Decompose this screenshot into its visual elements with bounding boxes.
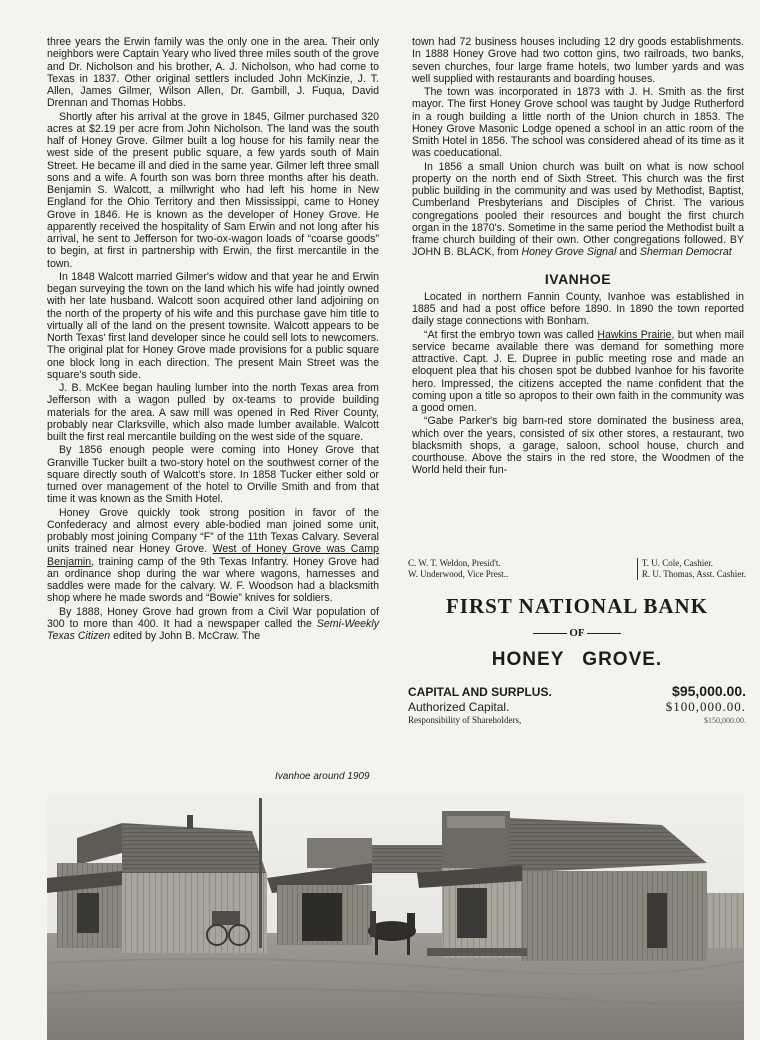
authorized-label: Authorized Capital. [408,700,510,714]
officer-assistant-cashier: R. U. Thomas, Asst. Cashier. [641,569,746,579]
responsibility-value: $150,000.00. [704,716,746,725]
capital-table [408,683,746,725]
text-span: training camp of the 9th Texas Infantry. Honey Grove had an ordinance shop during the war where wagons, harnesses and saddles were made for the calvary. W. F. Woodson had a blacksmith shop where he made swords and “Bowie” knives for soldiers. [47,555,379,605]
capital-row [408,683,746,699]
store-sign [447,816,505,828]
telegraph-pole [259,798,262,948]
left-column [47,36,379,643]
person [370,911,376,937]
paragraph-church [412,161,744,259]
paragraph-quote [412,329,744,415]
photo-illustration [47,793,744,1040]
bank-advertisement [408,558,746,738]
authorized-value: $100,000.00. [665,699,746,714]
officer-president: C. W. T. Weldon, Presid't. [408,558,501,568]
text-span: edited by John B. McCraw. The [110,630,261,642]
bank-name: FIRST NATIONAL BANK [445,594,709,618]
paragraph: By 1856 enough people were coming into Honey Grove that Granville Tucker built a two-story hotel on the southwest corner of the square directly south of Walcott's store. In 1858 Tucker either sold or turned over management of the hotel to Orville Smith and from that time it was known as the Smith Hotel. [47,444,379,506]
paragraph: J. B. McKee began hauling lumber into the north Texas area from Jefferson with a wagon pulled by ox-teams to provide building materials for the area. A saw mill was opened in Red River County, probably near Clarksville, which also made lumber available. Walcott built the first real mercantile building on the west side of the square. [47,382,379,443]
paragraph: town had 72 business houses including 12 dry goods establishments. In 1888 Honey Grove had two cotton gins, two railroads, two banks, seven churches, four large frame hotels, two lumber yards and was well supplied with restaurants and boarding houses. [412,36,744,85]
divider-rule [533,633,567,634]
photo-caption: Ivanhoe around 1909 [275,771,370,782]
source-title: Sherman Democrat [639,246,732,259]
bank-town: HONEY GROVE. [491,649,663,670]
porch [427,948,527,956]
newspaper-title: Semi-Weekly Texas Citizen [47,617,379,642]
officer-cashier: T. U. Cole, Cashier. [641,558,713,568]
capital-value: $95,000.00. [672,683,746,699]
paragraph: The town was incorporated in 1873 with J. H. Smith as the first mayor. The first Honey Grove school was taught by Judge Rutherford in a rough building a little north of the Union church in 1853. The Honey Grove Masonic Lodge opened a school in an attic room of the Smith Hotel in 1856. The school was considered ahead of its time as it was coeducational. [412,86,744,160]
source-title: Honey Grove Signal [521,246,617,259]
section-heading-ivanhoe: IVANHOE [544,270,612,287]
officers-left [408,558,508,580]
text-span: “At first the embryo town was called [424,328,598,341]
underlined-phrase: Hawkins Prairie, [597,328,675,341]
paragraph-newspaper [47,606,379,643]
bank-officers [408,558,746,580]
of-divider [408,627,746,639]
paragraph-civil-war [47,507,379,605]
officer-vice-president: W. Underwood, Vice Prest.. [408,569,509,579]
text-span: In 1856 a small Union church was built on what is now school property on the north end of Sixth Street. This church was the first public building in the community and was used by Methodist, Baptist, Cumberland Presbyterians and Disciples of Christ. The various congregations pooled their resources and bought the first church organ in the 1870's. Sometime in the same period the Methodist built a frame church building of their own. Other congregations followed. BY JOHN B. BLACK, from [412,160,744,259]
shed [707,893,744,948]
officers-right [637,558,746,580]
text-span: Honey Grove quickly took strong position in favor of the Confederacy and almost every able-bodied man joined some unit, probably most joining Company “F” of the 11th Texas Calvary. Several units trained near Honey Grove. [47,506,379,556]
paragraph: Located in northern Fannin County, Ivanhoe was established in 1885 and had a post office before 1890. In 1890 the town reported daily stage connections with Bonham. [412,290,744,328]
paragraph: “Gabe Parker's big barn-red store dominated the business area, which over the years, consisted of six other stores, a restaurant, two blacksmith shops, a garage, saloon, school house, church and courthouse. Above the stairs in the red store, the Woodmen of the World held their fun- [412,415,744,477]
paragraph: Shortly after his arrival at the grove in 1845, Gilmer purchased 320 acres at $2.19 per acre from John Nicholson. The land was the south half of Honey Grove. Gilmer built a log house for his family near the west side of the present public square, a few yards south of Main Street. He became ill and died in the same year. Gilmer left three small sons and a wife. A fourth son was born three months after his death. Benjamin S. Walcott, a millwright who had left his home in New England for the Ohio Territory and then Mississippi, came to Honey Grove in 1846. He is known as the developer of Honey Grove. He apparently received the hospitality of Sam Erwin and not long after his arrival, he sent to Jefferson for two-ox-wagon loads of “coarse goods” to begin, at first in partnership with Erwin, the first mercantile in the town. [47,110,379,270]
responsibility-row [408,715,746,725]
text-span: but when mail service became available there was demand for something more attractive. Capt. J. E. Dupree in public meeting rose and made an eloquent plea that his chosen spot be dubbed Ivanhoe for his favorite hero. Impressed, the citizens accepted the name confident that the coming upon a title so apropos to their own faith in the community was a good omen. [412,328,745,414]
red-store [417,811,707,961]
responsibility-label: Responsibility of Shareholders, [408,715,522,725]
paragraph: three years the Erwin family was the only one in the area. Their only neighbors were Captain Yeary who lived three miles south of the grove and Dr. Nicholson and his brother, A. J. Nicholson, who had come to Texas in 1837. Other original settlers included John McKinzie, J. T. Allen, James Gilmer, Wilson Allen, Dr. Gambill, J. Fuqua, David Drennan and Thomas Hobbs. [47,36,379,110]
capital-label: CAPITAL AND SURPLUS. [408,685,552,699]
divider-rule [587,633,621,634]
ivanhoe-photograph [47,793,744,1040]
right-column [412,36,744,478]
of-text: OF [569,627,585,639]
chimney [187,815,193,829]
text-span: and [616,246,640,259]
underlined-phrase: West of Honey Grove was Camp Benjamin, [47,543,380,568]
authorized-row [408,699,746,715]
paragraph: In 1848 Walcott married Gilmer's widow and that year he and Erwin began surveying the town on the land which his wife had jointly owned with her late husband. Walcott soon acquired other land adjoining on the north of the property of his wife and this purchase gave him title to virtually all of the land on the present townsite. Walcott appears to be North Texas' first land developer since he could sell lots to newcomers. The original plat for Honey Grove made provisions for a public square one block long in each direction. The present Main Street was the square's south side. [47,270,379,381]
text-span: By 1888, Honey Grove had grown from a Civil War population of 300 to more than 400. It had a newspaper called the [47,605,379,630]
